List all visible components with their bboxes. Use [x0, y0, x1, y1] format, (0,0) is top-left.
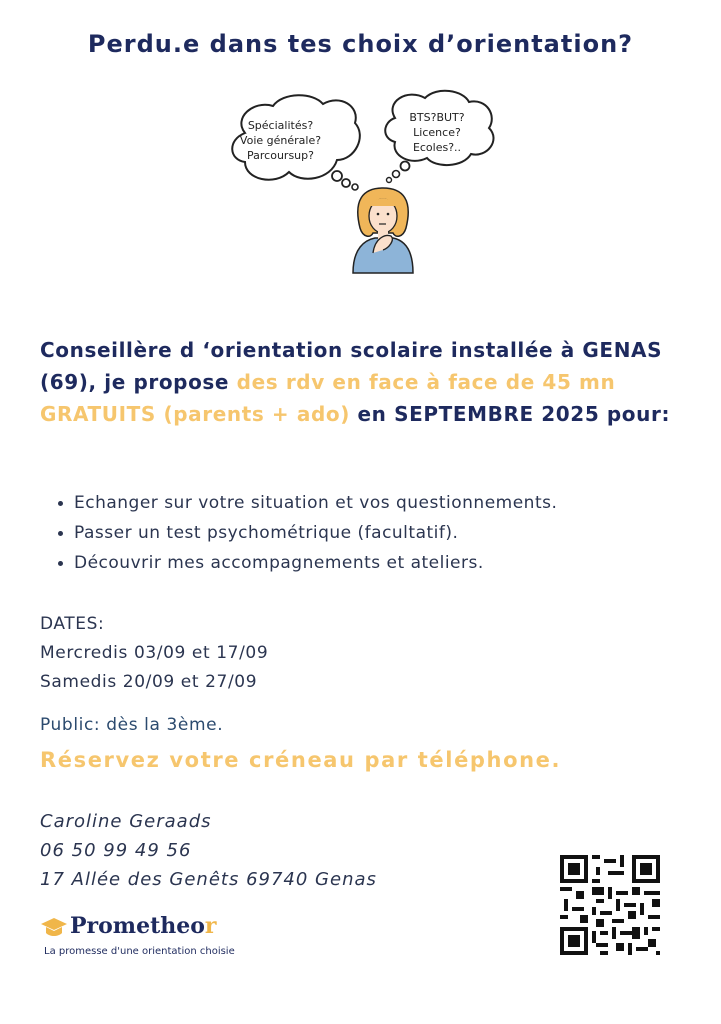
reserve-call-to-action: Réservez votre créneau par téléphone.: [40, 748, 562, 772]
brand-tagline: La promesse d'une orientation choisie: [44, 946, 235, 957]
cloud-line: Ecoles?..: [412, 141, 462, 154]
dates-label: DATES:: [40, 614, 105, 634]
page-title: Perdu.e dans tes choix d’orientation?: [87, 30, 634, 58]
qr-code-icon[interactable]: [560, 855, 660, 955]
cloud-line: Voie générale?: [239, 134, 322, 147]
cloud-line: BTS?BUT?: [409, 111, 465, 124]
left-cloud-text: [228, 118, 333, 163]
cloud-line: Parcoursup?: [247, 149, 314, 162]
brand-name-main: Prometheo: [70, 913, 205, 939]
brand-logo-name: [70, 913, 217, 939]
graduation-cap-icon: [40, 916, 68, 938]
right-cloud-text: [392, 110, 482, 155]
intro-text-part1: Conseillère d ‘orientation scolaire installée à GENAS (69), je propose: [40, 338, 663, 394]
dates-wednesdays: Mercredis 03/09 et 17/09: [40, 643, 269, 663]
intro-paragraph: [40, 334, 700, 430]
contact-phone[interactable]: 06 50 99 49 56: [40, 840, 192, 861]
benefits-list: [40, 488, 700, 578]
intro-highlight: des rdv en face à face de 45 mn GRATUITS (parents + ado): [40, 370, 616, 426]
cloud-line: Spécialités?: [247, 119, 314, 132]
audience-text: Public: dès la 3ème.: [40, 715, 224, 735]
contact-address: 17 Allée des Genêts 69740 Genas: [40, 869, 377, 890]
brand-name-accent: r: [204, 913, 217, 939]
intro-text-part2: en SEPTEMBRE 2025 pour:: [349, 402, 671, 426]
contact-name: Caroline Geraads: [40, 811, 212, 832]
girl-figure: [353, 188, 413, 273]
list-item: Echanger sur votre situation et vos questionnements.: [40, 488, 700, 518]
list-item: Découvrir mes accompagnements et ateliers.: [40, 548, 700, 578]
list-item: Passer un test psychométrique (facultatif).: [40, 518, 700, 548]
cloud-line: Licence?: [413, 126, 461, 139]
dates-saturdays: Samedis 20/09 et 27/09: [40, 672, 258, 692]
